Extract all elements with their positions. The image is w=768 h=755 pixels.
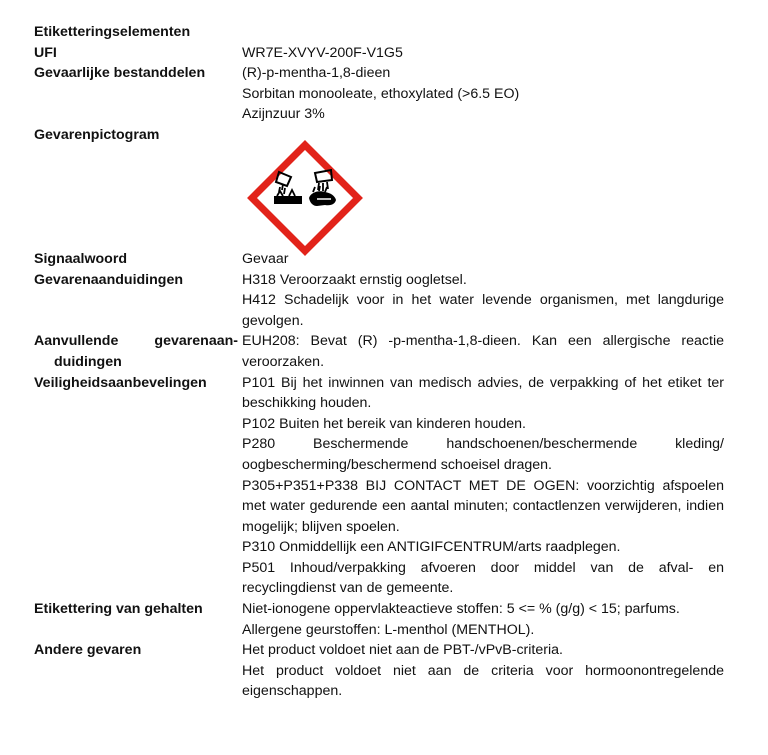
signal-word-row <box>34 249 724 270</box>
additional-hazards-row <box>34 331 724 372</box>
content-labelling-line: Niet-ionogene oppervlakteactieve stoffen: 5 <= % (g/g) < 15; parfums. <box>242 601 680 618</box>
p101-statement: P101 Bij het inwinnen van medisch advies, de verpakking of het etiket ter beschikking houden. <box>242 374 724 412</box>
ufi-label: UFI <box>34 44 57 61</box>
euh208-statement: EUH208: Bevat (R) -p-mentha-1,8-dieen. Kan een allergische reactie veroorzaken. <box>242 333 724 370</box>
content-labelling-label: Etikettering van gehalten <box>34 601 203 618</box>
p280-statement-cont: oogbescherming/beschermend schoeisel dragen. <box>242 456 552 473</box>
hazard-statements-row <box>34 270 724 332</box>
ufi-row <box>34 43 724 64</box>
other-hazards-row <box>34 640 724 702</box>
signal-word-label: Signaalwoord <box>34 250 128 267</box>
hazardous-components-list <box>242 63 724 125</box>
hazard-statement: H412 Schadelijk voor in het water levende organismen, met langdurige gevolgen. <box>242 292 724 329</box>
other-hazards-line: Het product voldoet niet aan de PBT-/vPvB-criteria. <box>242 642 563 659</box>
hazard-statements-label: Gevarenaanduidingen <box>34 271 184 288</box>
hazardous-components-label: Gevaarlijke bestanddelen <box>34 65 206 82</box>
p501-statement: P501 Inhoud/verpakking afvoeren door middel van de afval- en recyclingdienst van de gemeente. <box>242 559 724 597</box>
other-hazards-line: Het product voldoet niet aan de criteria voor hormoonontregelende eigenschappen. <box>242 662 724 700</box>
label-elements-section <box>34 22 724 702</box>
p280-statement: P280 Beschermende handschoenen/beschermende kleding/ <box>242 436 724 453</box>
p102-statement: P102 Buiten het bereik van kinderen houden. <box>242 415 526 432</box>
signal-word-value: Gevaar <box>242 250 289 267</box>
section-title: Etiketteringselementen <box>34 24 191 40</box>
additional-hazards-label-cont: duidingen <box>54 353 122 370</box>
precautionary-label: Veiligheidsaanbevelingen <box>34 374 207 391</box>
hazard-statement: H318 Veroorzaakt ernstig oogletsel. <box>242 271 467 288</box>
component-item: Azijnzuur 3% <box>242 106 325 123</box>
p310-statement: P310 Onmiddellijk een ANTIGIFCENTRUM/arts raadplegen. <box>242 539 621 556</box>
ufi-value: WR7E-XVYV-200F-V1G5 <box>242 44 403 61</box>
p305-statement: P305+P351+P338 BIJ CONTACT MET DE OGEN: voorzichtig afspoelen met water gedurende een aantal minuten; contactlenzen verwijderen, indien mogelijk; blijven spoelen. <box>242 477 724 535</box>
component-item: Sorbitan monooleate, ethoxylated (>6.5 EO) <box>242 85 520 102</box>
component-item: (R)-p-mentha-1,8-dieen <box>242 65 391 82</box>
pictogram-label: Gevarenpictogram <box>34 126 160 143</box>
content-labelling-line: Allergene geurstoffen: L-menthol (MENTHOL). <box>242 621 535 638</box>
content-labelling-row <box>34 599 724 640</box>
additional-hazards-label: Aanvullende gevarenaan- <box>34 333 238 350</box>
ghs05-corrosion-icon <box>247 140 363 256</box>
other-hazards-label: Andere gevaren <box>34 642 142 659</box>
precautionary-row <box>34 373 724 600</box>
hazardous-components-row <box>34 63 724 125</box>
pictogram-row <box>34 125 724 249</box>
